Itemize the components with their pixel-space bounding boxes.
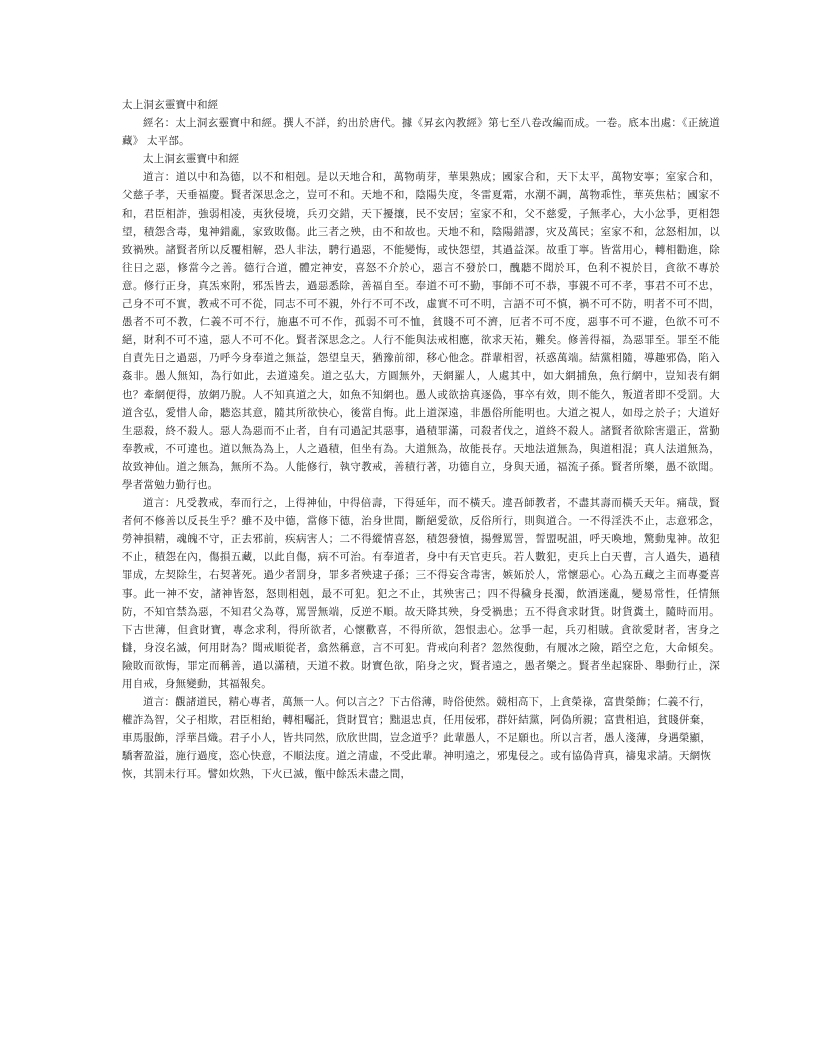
document-body xyxy=(122,96,720,784)
colophon-paragraph: 經名：太上洞玄靈寶中和經。撰人不詳，約出於唐代。據《昇玄內教經》第七至八卷改編而成。一卷。底本出處：《正統道藏》 太平部。 xyxy=(122,117,720,148)
scripture-section-one: 道言：道以中和為德，以不和相剋。是以天地合和，萬物萌芽，華果熟成；國家合和，天下太平，萬物安寧；室家合和，父慈子孝，天垂福慶。賢者深思念之，豈可不和。天地不和，陰陽失度，冬雷夏霜，水潮不調，萬物乖性，華英焦枯；國家不和，君臣相詐，強弱相凌，夷狄侵境，兵刃交錯，天下擾攘，民不安居；室家不和，父不慈愛，子無孝心，大小忿爭，更相怨望，積怨含毒，鬼神錯亂，家致敗傷。此三者之殃，由不和故也。天地不和，陰陽錯謬，灾及萬民；室家不和，忿怒相加，以致禍殃。諸賢者所以反覆相解，恐人非法，騁行過惡，不能變悔，或快怨望，其過益深。故重丁寧。皆當用心，轉相勸進，除往日之惡，修當今之善。德行合道，體定神安，喜怒不介於心，惡言不發於口，醜聽不聞於耳，色利不視於目，貪欲不專於意。修行正身，真炁來附，邪炁皆去，過惡悉除，善福自至。奉道不可不勤，事師不可不恭，事親不可不孝，事君不可不忠，己身不可不實，教戒不可不從，同志不可不親，外行不可不改，虛實不可不明，言語不可不慎，禍不可不防，明者不可不問，愚者不可不教，仁義不可不行，施惠不可不作，孤弱不可不恤，貧賤不可不濟，厄者不可不度，惡事不可不避，色欲不可不絕，財利不可不遠，惡人不可不化。賢者深思念之。人行不能與法戒相應，欲求天祐，難矣。修善得福，為惡罪至。罪至不能自責先日之過惡，乃呼今身奉道之無益，怨望皇天，猶豫前卻，移心他念。群輩相習，袄惑萬端。結黨相隨，導趣邪偽，陷入姦非。愚人無知，為行如此，去道遠矣。道之弘大，方圓無外，天網羅人，人處其中，如大網捕魚，魚行網中，豈知表有網也？牽網便得，放網乃脫。人不知真道之大，如魚不知網也。愚人或欲捨真逐偽，事卒有效，則不能久，叛道者即不受罰。大道含弘，愛惜人命，聽恣其意，隨其所欲快心，後當自悔。此上道深遠，非愚俗所能明也。大道之視人，如母之於子；大道好生惡殺，終不殺人。惡人為惡而不止者，自有司過記其惡事，過積罪滿，司殺者伐之，道終不殺人。諸賢者欲除害還正，當勤奉教戒，不可違也。道以無為為上，人之過積，但坐有為。大道無為，故能長存。天地法道無為，與道相混；真人法道無為，故致神仙。道之無為，無所不為。人能修行，執守教戒，善積行著，功德自立，身與天通，福流子孫。賢者所樂，愚不欲聞。學者當勉力勤行也。 xyxy=(122,171,720,491)
scripture-section-three: 道言：觀諸道民，精心專者，萬無一人。何以言之？下古俗薄，時俗使然。競相高下，上貪榮祿，富貴榮飾；仁義不行，權詐為智，父子相欺，君臣相紿，轉相囑託，貨財買官；黜退忠貞，任用佞邪，群奸結黨，阿偽所親；富貴相追，貧賤併棄，車馬服飾，浮華昌熾。君子小人，皆共同然，欣欣世間，豈念道乎？此輩愚人，不足願也。所以言者，愚人淺薄，身遇榮顯，驕奢盈溢，施行過度，恣心快意，不順法度。道之清虛，不受此輩。神明遠之，邪鬼侵之。或有協偽背真，禱鬼求請。天網恢恢，其罰未行耳。譬如炊熟，下火已滅，甑中餘炁未盡之間， xyxy=(122,696,712,781)
scripture-section-two: 道言：凡受教戒，奉而行之，上得神仙，中得倍壽，下得延年，而不橫夭。違吾師教者，不盡其壽而橫夭天年。痛哉，賢者何不修善以反長生乎？雖不及中德，當修下德，治身世間，斷絕愛欲，反俗所行，則與道合。一不得淫泆不止，志意邪念，勞神損精，魂魄不守，正去邪前，疾病害人；二不得縱情喜怒，積怨發憤，揚聲罵詈，誓盟呪詛，呼天喚地，驚動鬼神。故犯不止，積怨在內，傷損五藏，以此自傷，病不可治。有奉道者，身中有天官吏兵。若人數犯，吏兵上白天曹，言人過失，過積罪成，左契除生，右契著死。過少者罰身，罪多者殃逮子孫；三不得妄含毒害，嫉妬於人，常懷惡心。心為五藏之主而專憂喜事。此一神不安，諸神皆怒，怒則相剋，最不可犯。犯之不止，其殃害己；四不得穢身長濁，飲酒迷亂，變易常性，任情無防，不知官禁為惡，不知君父為尊，罵詈無端，反逆不順。故天降其殃，身受禍患；五不得貪求財貨。財貨糞土，隨時而用。下古世薄，但貪財寶，專念求利，得所欲者，心懷歡喜，不得所欲，怨恨恚心。忿爭一起，兵刃相賊。貪欲愛財者，害身之讎，身沒名滅，何用財為？聞戒順從者，翕然稱意，言不可犯。背戒向利者？忽然復動，有履冰之險，蹈空之危，大命傾矣。險敗而欲悔，罪定而稱善，過以滿積，天道不救。財寶色欲，陷身之灾，賢者遠之，愚者樂之。賢者坐起寐卧、舉動行止，深用自戒，身無變動，其福報矣。 xyxy=(122,497,720,690)
document-title: 太上洞玄靈寶中和經 xyxy=(122,99,219,111)
scripture-heading: 太上洞玄靈寶中和經 xyxy=(143,153,240,166)
